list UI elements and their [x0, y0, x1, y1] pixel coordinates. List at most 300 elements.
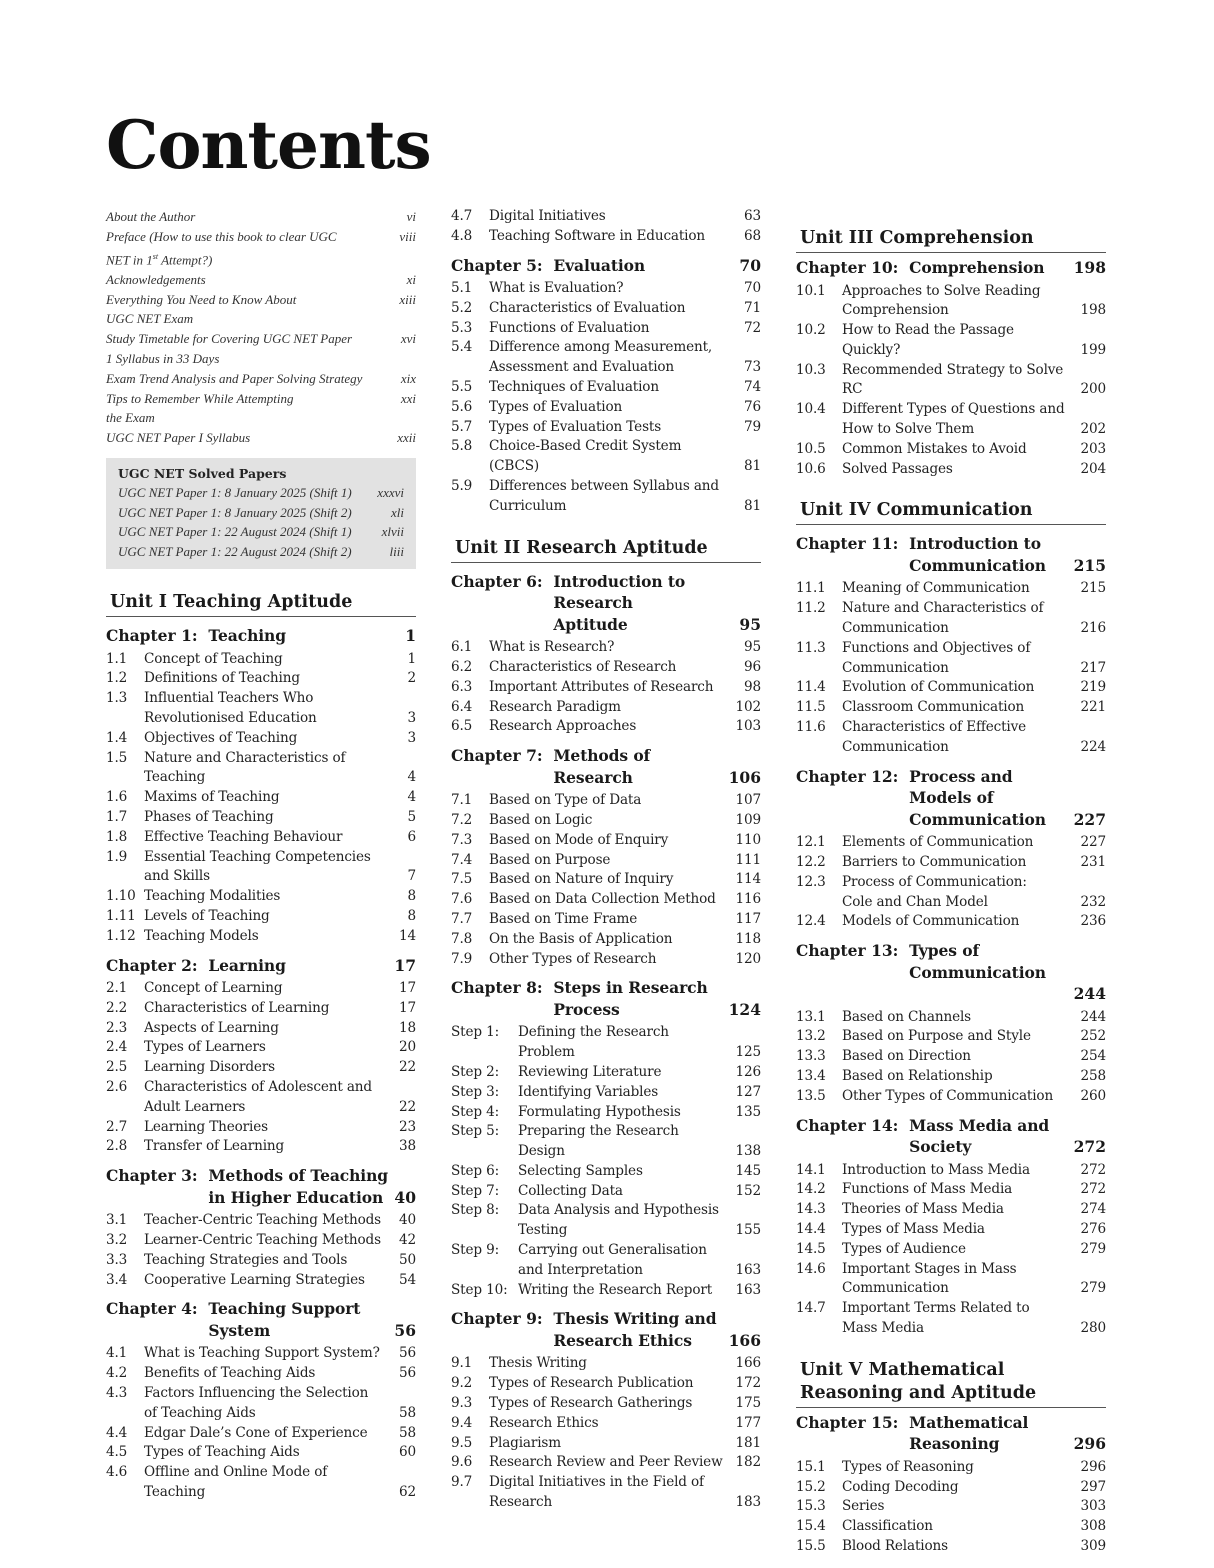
section-entry[interactable]	[106, 999, 416, 1019]
section-entry[interactable]	[451, 658, 761, 678]
section-title: Data Analysis and Hypothesis Testing	[518, 1202, 719, 1239]
entry-title: About the Author	[106, 209, 196, 224]
chapter-label: Chapter 5:	[451, 255, 554, 275]
section-title: What is Research?	[489, 639, 615, 656]
section-title: Identifying Variables	[518, 1083, 659, 1100]
chapter-heading[interactable]	[106, 955, 416, 977]
section-title: Plagiarism	[489, 1434, 561, 1451]
section-page: 109	[735, 811, 761, 828]
section-entry[interactable]	[796, 1161, 1106, 1181]
section-title: Preparing the Research Design	[518, 1123, 679, 1160]
section-entry[interactable]	[796, 361, 1106, 401]
section-entry[interactable]	[106, 1078, 416, 1118]
section-entry[interactable]	[106, 1137, 416, 1157]
section-number: 12.4	[796, 913, 826, 930]
section-page: 279	[1080, 1240, 1106, 1257]
section-entry[interactable]	[796, 912, 1106, 932]
section-title: Concept of Learning	[144, 980, 283, 997]
section-title: Based on Time Frame	[489, 910, 638, 927]
section-title: Learning Disorders	[144, 1059, 275, 1076]
chapter-label: Chapter 13:	[796, 941, 910, 961]
chapter-label: Chapter 2:	[106, 955, 209, 975]
page-number: xi	[406, 271, 416, 287]
section-entry[interactable]	[451, 791, 761, 811]
section-entry[interactable]	[796, 1008, 1106, 1028]
section-title: Techniques of Evaluation	[489, 379, 659, 396]
section-page: 274	[1080, 1201, 1106, 1218]
section-entry[interactable]	[451, 227, 761, 247]
section-page: 135	[735, 1103, 761, 1120]
contents-column-1	[106, 207, 416, 1503]
section-page: 22	[399, 1098, 416, 1115]
section-page: 219	[1080, 679, 1106, 696]
section-entry[interactable]	[796, 833, 1106, 853]
column-entries	[106, 591, 416, 1503]
section-entry[interactable]	[451, 1241, 761, 1281]
section-entry[interactable]	[106, 1463, 416, 1503]
solved-paper-entry[interactable]	[118, 522, 404, 542]
section-entry[interactable]	[451, 378, 761, 398]
section-title: Differences between Syllabus and Curriculum	[489, 478, 719, 514]
section-entry[interactable]	[106, 1424, 416, 1444]
section-number: 13.4	[796, 1068, 826, 1085]
section-number: 5.1	[451, 280, 473, 297]
section-entry[interactable]	[796, 1260, 1106, 1300]
section-number: 2.5	[106, 1059, 128, 1076]
section-number: 11.1	[796, 580, 826, 597]
contents-column-3	[796, 207, 1106, 1557]
section-entry[interactable]	[451, 910, 761, 930]
section-page: 152	[735, 1182, 761, 1199]
section-entry[interactable]	[796, 678, 1106, 698]
section-title: Factors Influencing the Selection of Teaching Aids	[144, 1384, 369, 1421]
section-page: 202	[1080, 421, 1106, 438]
section-entry[interactable]	[796, 1478, 1106, 1498]
section-page: 14	[399, 927, 416, 944]
section-page: 120	[735, 950, 761, 967]
section-entry[interactable]	[106, 1344, 416, 1364]
section-entry[interactable]	[796, 718, 1106, 758]
section-entry[interactable]	[796, 1299, 1106, 1339]
section-entry[interactable]	[451, 1201, 761, 1241]
section-entry[interactable]	[796, 400, 1106, 440]
section-entry[interactable]	[796, 599, 1106, 639]
section-page: 22	[399, 1059, 416, 1076]
section-entry[interactable]	[451, 930, 761, 950]
section-entry[interactable]	[451, 890, 761, 910]
front-matter-entry[interactable]	[106, 270, 416, 290]
section-entry[interactable]	[451, 698, 761, 718]
chapter-heading[interactable]	[796, 257, 1106, 279]
front-matter-entry[interactable]	[106, 227, 416, 270]
front-matter-entry[interactable]	[106, 329, 416, 369]
section-number: 2.7	[106, 1118, 128, 1135]
section-page: 309	[1080, 1537, 1106, 1554]
chapter-title: Process and Models of Communication	[909, 766, 1046, 829]
section-number: 5.4	[451, 339, 473, 356]
section-entry[interactable]	[796, 1240, 1106, 1260]
section-title: Collecting Data	[518, 1182, 623, 1199]
section-entry[interactable]	[451, 717, 761, 737]
section-number: 14.7	[796, 1300, 826, 1317]
section-entry[interactable]	[106, 1271, 416, 1291]
section-title: Research Approaches	[489, 718, 637, 735]
section-title: Based on Channels	[842, 1008, 971, 1025]
section-page: 62	[399, 1483, 416, 1500]
section-page: 217	[1080, 659, 1106, 676]
section-entry[interactable]	[451, 207, 761, 227]
section-entry[interactable]	[796, 639, 1106, 679]
section-entry[interactable]	[451, 870, 761, 890]
section-entry[interactable]	[796, 1200, 1106, 1220]
section-page: 303	[1080, 1498, 1106, 1515]
section-entry[interactable]	[451, 418, 761, 438]
chapter-heading[interactable]	[796, 1412, 1106, 1455]
section-title: Objectives of Teaching	[144, 729, 298, 746]
section-page: 81	[744, 458, 761, 475]
section-number: 2.1	[106, 980, 128, 997]
section-title: Essential Teaching Competencies and Skills	[144, 848, 371, 885]
section-page: 296	[1080, 1458, 1106, 1475]
section-number: 6.2	[451, 658, 473, 675]
section-title: Other Types of Research	[489, 950, 657, 967]
section-number: 14.1	[796, 1161, 826, 1178]
section-title: Types of Research Gatherings	[489, 1395, 693, 1412]
section-title: Classification	[842, 1518, 933, 1535]
section-page: 279	[1080, 1280, 1106, 1297]
entry-title: UGC NET Paper 1: 8 January 2025 (Shift 2)	[118, 504, 352, 520]
section-number: 7.9	[451, 950, 473, 967]
section-page: 125	[735, 1044, 761, 1061]
section-entry[interactable]	[106, 828, 416, 848]
section-page: 23	[399, 1118, 416, 1135]
section-entry[interactable]	[796, 1517, 1106, 1537]
entry-title: UGC NET Paper 1: 8 January 2025 (Shift 1)	[118, 484, 352, 500]
unit-heading: Unit I Teaching Aptitude	[106, 591, 416, 617]
entry-title: Everything You Need to Know About UGC NET Exam	[106, 291, 297, 327]
section-title: Recommended Strategy to Solve RC	[842, 361, 1064, 398]
section-entry[interactable]	[106, 689, 416, 729]
section-number: 12.2	[796, 853, 826, 870]
chapter-heading[interactable]	[796, 533, 1106, 576]
section-page: 116	[735, 891, 761, 908]
section-number: 1.5	[106, 749, 128, 766]
section-number: 2.4	[106, 1039, 128, 1056]
section-title: Barriers to Communication	[842, 853, 1027, 870]
section-entry[interactable]	[451, 1434, 761, 1454]
section-entry[interactable]	[106, 1384, 416, 1424]
section-page: 126	[735, 1063, 761, 1080]
section-entry[interactable]	[451, 1374, 761, 1394]
section-page: 81	[744, 497, 761, 514]
chapter-heading[interactable]	[796, 1115, 1106, 1158]
chapter-title: Mass Media and Society	[909, 1115, 1050, 1157]
section-number: 14.5	[796, 1240, 826, 1257]
section-title: Research Paradigm	[489, 698, 621, 715]
section-entry[interactable]	[451, 1453, 761, 1473]
section-number: 11.4	[796, 679, 826, 696]
section-title: Types of Reasoning	[842, 1458, 974, 1475]
section-entry[interactable]	[106, 1118, 416, 1138]
section-entry[interactable]	[451, 851, 761, 871]
section-entry[interactable]	[451, 1354, 761, 1374]
section-entry[interactable]	[106, 1443, 416, 1463]
chapter-page: 227	[1073, 809, 1106, 829]
section-entry[interactable]	[451, 950, 761, 970]
section-title: Blood Relations	[842, 1537, 948, 1554]
section-title: Types of Mass Media	[842, 1221, 985, 1237]
section-title: Coding Decoding	[842, 1478, 959, 1495]
front-matter-entry[interactable]	[106, 207, 416, 227]
section-page: 114	[735, 871, 761, 888]
section-page: 252	[1080, 1028, 1106, 1045]
section-page: 200	[1080, 381, 1106, 398]
section-title: Functions and Objectives of Communication	[842, 639, 1031, 676]
section-title: Common Mistakes to Avoid	[842, 440, 1027, 457]
section-entry[interactable]	[106, 1251, 416, 1271]
section-entry[interactable]	[106, 887, 416, 907]
section-entry[interactable]	[451, 1473, 761, 1513]
section-number: 10.1	[796, 282, 826, 299]
section-entry[interactable]	[451, 638, 761, 658]
section-page: 96	[744, 658, 761, 675]
chapter-heading[interactable]	[106, 1165, 416, 1208]
section-entry[interactable]	[451, 678, 761, 698]
section-title: Based on Purpose and Style	[842, 1028, 1031, 1045]
chapter-heading[interactable]	[451, 977, 761, 1020]
front-matter-entry[interactable]	[106, 369, 416, 389]
chapter-page: 95	[739, 614, 761, 634]
section-entry[interactable]	[106, 729, 416, 749]
section-title: Characteristics of Research	[489, 658, 677, 675]
section-page: 70	[744, 280, 761, 297]
section-entry[interactable]	[796, 1458, 1106, 1478]
chapter-heading[interactable]	[451, 1308, 761, 1351]
section-title: Defining the Research Problem	[518, 1024, 669, 1061]
section-page: 203	[1080, 440, 1106, 457]
section-title: Nature and Characteristics of Teaching	[144, 749, 346, 786]
section-page: 204	[1080, 460, 1106, 477]
section-entry[interactable]	[106, 669, 416, 689]
section-page: 79	[744, 418, 761, 435]
section-title: Functions of Evaluation	[489, 319, 650, 336]
section-entry[interactable]	[106, 848, 416, 888]
page-title: Contents	[106, 106, 431, 184]
section-title: Based on Logic	[489, 811, 593, 828]
section-number: 2.6	[106, 1079, 128, 1096]
section-entry[interactable]	[451, 477, 761, 517]
section-number: 3.1	[106, 1212, 128, 1229]
section-entry[interactable]	[796, 1027, 1106, 1047]
chapter-title: Learning	[208, 955, 286, 975]
chapter-label: Chapter 12:	[796, 766, 910, 786]
section-entry[interactable]	[106, 650, 416, 670]
section-number: 14.4	[796, 1221, 826, 1237]
section-entry[interactable]	[796, 1537, 1106, 1557]
page-number: xix	[400, 370, 416, 386]
front-matter-entry[interactable]	[106, 428, 416, 448]
section-page: 172	[735, 1375, 761, 1392]
chapter-page: 106	[728, 767, 761, 787]
section-number: Step 6:	[451, 1162, 500, 1179]
section-title: How to Read the Passage Quickly?	[842, 322, 1014, 358]
section-entry[interactable]	[451, 1182, 761, 1202]
section-page: 280	[1080, 1319, 1106, 1336]
section-entry[interactable]	[451, 1083, 761, 1103]
section-page: 118	[735, 930, 761, 947]
section-title: Phases of Teaching	[144, 808, 274, 825]
section-entry[interactable]	[796, 460, 1106, 480]
section-entry[interactable]	[451, 1103, 761, 1123]
section-title: Based on Direction	[842, 1048, 971, 1065]
front-matter-entry[interactable]	[106, 389, 416, 429]
section-page: 3	[407, 709, 416, 726]
section-title: Evolution of Communication	[842, 679, 1035, 696]
section-title: Teaching Software in Education	[489, 227, 706, 244]
chapter-page: 244	[1073, 984, 1106, 1004]
solved-papers-list	[118, 483, 404, 562]
section-entry[interactable]	[451, 1162, 761, 1182]
section-title: Learning Theories	[144, 1118, 268, 1135]
solved-paper-entry[interactable]	[118, 483, 404, 503]
section-title: Difference among Measurement, Assessment and Evaluation	[489, 339, 713, 376]
section-entry[interactable]	[451, 279, 761, 299]
section-entry[interactable]	[451, 398, 761, 418]
chapter-label: Chapter 9:	[451, 1309, 554, 1329]
section-entry[interactable]	[796, 1047, 1106, 1067]
section-page: 155	[735, 1222, 761, 1239]
section-entry[interactable]	[796, 440, 1106, 460]
section-number: 4.4	[106, 1424, 128, 1441]
section-entry[interactable]	[796, 853, 1106, 873]
section-entry[interactable]	[796, 282, 1106, 322]
chapter-heading[interactable]	[451, 255, 761, 277]
chapter-heading[interactable]	[106, 625, 416, 647]
section-title: Process of Communication: Cole and Chan Model	[842, 873, 1027, 910]
front-matter-entry[interactable]	[106, 290, 416, 330]
section-number: 13.2	[796, 1028, 826, 1045]
section-entry[interactable]	[796, 321, 1106, 361]
entry-title: UGC NET Paper 1: 22 August 2024 (Shift 2)	[118, 544, 352, 560]
section-entry[interactable]	[451, 437, 761, 477]
section-entry[interactable]	[106, 749, 416, 789]
section-page: 1	[407, 650, 416, 667]
section-entry[interactable]	[106, 1019, 416, 1039]
section-title: Characteristics of Learning	[144, 999, 330, 1016]
section-number: 7.4	[451, 851, 473, 868]
section-entry[interactable]	[451, 1394, 761, 1414]
section-number: 1.3	[106, 690, 128, 707]
section-title: Influential Teachers Who Revolutionised Education	[144, 690, 317, 726]
section-entry[interactable]	[796, 1497, 1106, 1517]
section-entry[interactable]	[106, 1364, 416, 1384]
section-page: 20	[399, 1039, 416, 1056]
section-entry[interactable]	[451, 319, 761, 339]
section-title: Transfer of Learning	[144, 1138, 285, 1155]
entry-title: UGC NET Paper 1: 22 August 2024 (Shift 1)	[118, 524, 352, 540]
chapter-heading[interactable]	[451, 745, 761, 788]
section-entry[interactable]	[796, 698, 1106, 718]
section-entry[interactable]	[106, 1231, 416, 1251]
section-entry[interactable]	[796, 1067, 1106, 1087]
section-entry[interactable]	[106, 808, 416, 828]
section-entry[interactable]	[451, 1023, 761, 1063]
section-number: 11.2	[796, 600, 826, 617]
chapter-label: Chapter 3:	[106, 1166, 209, 1186]
section-page: 56	[399, 1345, 416, 1362]
chapter-heading[interactable]	[106, 1298, 416, 1341]
section-entry[interactable]	[106, 1038, 416, 1058]
section-title: Maxims of Teaching	[144, 789, 280, 806]
chapter-label: Chapter 4:	[106, 1299, 209, 1319]
section-title: Formulating Hypothesis	[518, 1103, 681, 1120]
section-number: 11.3	[796, 639, 826, 656]
chapter-heading[interactable]	[796, 940, 1106, 1005]
section-title: Different Types of Questions and How to Solve Them	[842, 401, 1065, 438]
unit-heading: Unit II Research Aptitude	[451, 537, 761, 563]
section-page: 182	[735, 1454, 761, 1471]
solved-paper-entry[interactable]	[118, 542, 404, 562]
section-entry[interactable]	[106, 979, 416, 999]
section-page: 163	[735, 1281, 761, 1298]
solved-paper-entry[interactable]	[118, 503, 404, 523]
section-title: Types of Learners	[144, 1039, 266, 1056]
solved-papers-box	[106, 458, 416, 569]
chapter-heading[interactable]	[451, 571, 761, 636]
unit-heading: Unit V Mathematical Reasoning and Aptitude	[796, 1359, 1106, 1408]
section-entry[interactable]	[796, 873, 1106, 913]
section-entry[interactable]	[451, 831, 761, 851]
chapter-title: Types of Communication	[909, 941, 1046, 982]
section-entry[interactable]	[106, 1211, 416, 1231]
section-entry[interactable]	[796, 1220, 1106, 1240]
section-number: 2.2	[106, 999, 128, 1016]
section-page: 6	[407, 828, 416, 845]
section-number: 1.9	[106, 848, 128, 865]
section-entry[interactable]	[451, 299, 761, 319]
section-title: Elements of Communication	[842, 834, 1034, 851]
section-entry[interactable]	[451, 1281, 761, 1301]
section-page: 4	[407, 769, 416, 786]
section-title: Types of Teaching Aids	[144, 1444, 300, 1461]
section-entry[interactable]	[106, 788, 416, 808]
section-entry[interactable]	[451, 1414, 761, 1434]
section-entry[interactable]	[106, 907, 416, 927]
section-number: 4.2	[106, 1365, 128, 1382]
section-page: 227	[1080, 834, 1106, 851]
solved-papers-heading: UGC NET Solved Papers	[118, 465, 287, 481]
section-entry[interactable]	[451, 1122, 761, 1162]
section-page: 231	[1080, 853, 1106, 870]
chapter-heading[interactable]	[796, 766, 1106, 831]
section-title: Benefits of Teaching Aids	[144, 1365, 316, 1382]
section-number: 2.3	[106, 1019, 128, 1036]
section-entry[interactable]	[451, 811, 761, 831]
section-entry[interactable]	[106, 1058, 416, 1078]
section-number: 1.10	[106, 888, 136, 905]
section-title: Offline and Online Mode of Teaching	[144, 1464, 328, 1500]
page-number: xiii	[399, 291, 416, 307]
section-entry[interactable]	[451, 338, 761, 378]
section-entry[interactable]	[451, 1063, 761, 1083]
section-title: Reviewing Literature	[518, 1063, 662, 1080]
section-page: 50	[399, 1251, 416, 1268]
section-page: 56	[399, 1365, 416, 1382]
section-entry[interactable]	[796, 1087, 1106, 1107]
section-entry[interactable]	[796, 579, 1106, 599]
section-entry[interactable]	[106, 927, 416, 947]
section-entry[interactable]	[796, 1180, 1106, 1200]
